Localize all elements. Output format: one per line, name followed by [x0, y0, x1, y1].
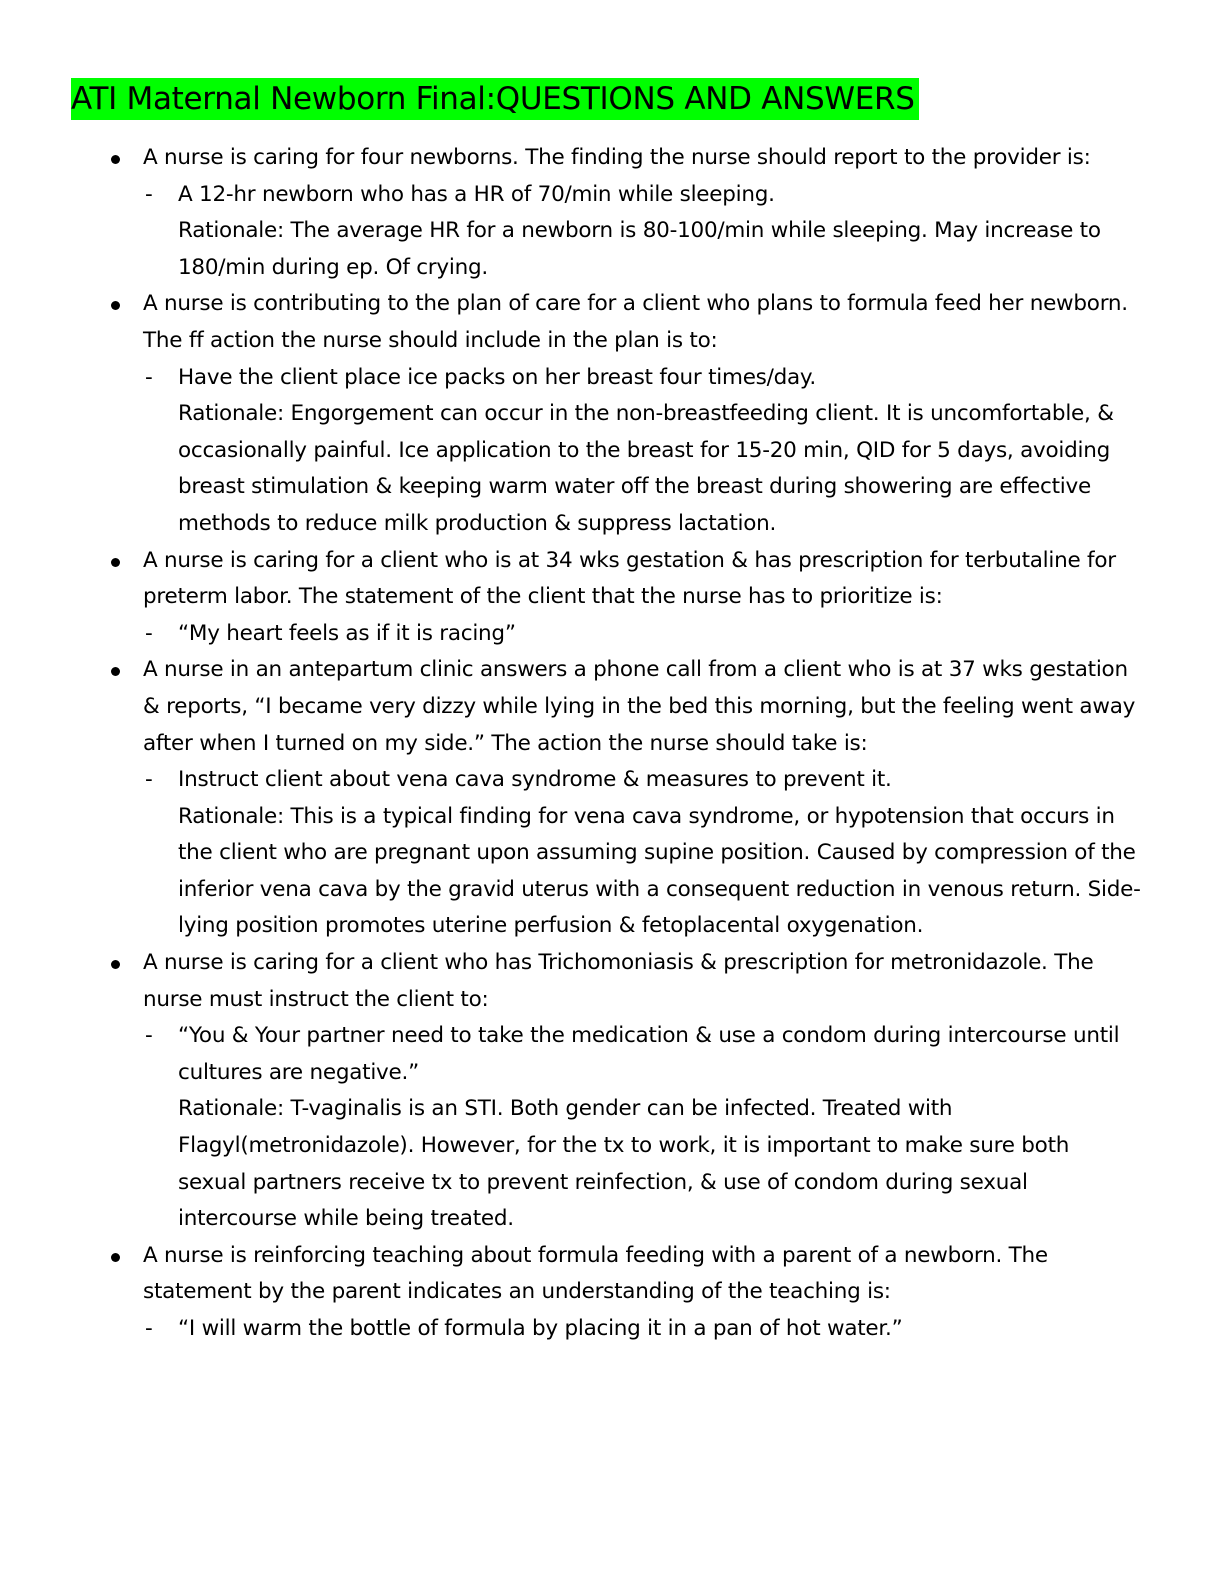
- dash-icon: -: [145, 1316, 153, 1341]
- answer-text: “My heart feels as if it is racing”: [178, 620, 516, 646]
- answer-item: [143, 762, 1143, 945]
- dash-icon: -: [145, 1023, 153, 1049]
- answer-item: [143, 1311, 1143, 1348]
- bullet-icon: [111, 155, 120, 164]
- answer-item: [143, 177, 1143, 287]
- rationale-text: Rationale: This is a typical finding for vena cava syndrome, or hypotension that occurs in the client who are pregnant upon assuming supine position. Caused by compression of the inferior vena cava by the gravid uterus with a consequent reduction in venous return. Side-lying position promotes uterine perfusion & fetoplacental oxygenation.: [178, 803, 1141, 939]
- question-item: [0, 543, 1143, 653]
- dash-icon: -: [145, 767, 153, 793]
- bullet-icon: [111, 667, 120, 676]
- rationale-text: Rationale: The average HR for a newborn is 80-100/min while sleeping. May increase to 180/min during ep. Of crying.: [178, 218, 1101, 280]
- page-title: ATI Maternal Newborn Final:QUESTIONS AND ANSWERS: [71, 78, 919, 120]
- question-text: A nurse is caring for a client who has Trichomoniasis & prescription for metronidazole. The nurse must instruct the client to:: [143, 950, 1094, 1012]
- dash-icon: -: [145, 364, 153, 390]
- question-text: A nurse is reinforcing teaching about formula feeding with a parent of a newborn. The statement by the parent indicates an understanding of the teaching is:: [143, 1242, 1048, 1305]
- dash-icon: -: [145, 181, 153, 207]
- question-text: A nurse is caring for a client who is at 34 wks gestation & has prescription for terbutaline for preterm labor. The statement of the client that the nurse has to prioritize is:: [143, 547, 1116, 610]
- answer-text: Have the client place ice packs on her breast four times/day.: [178, 364, 816, 390]
- question-text: A nurse in an antepartum clinic answers a phone call from a client who is at 37 wks gestation & reports, “I became very dizzy while lying in the bed this morning, but the feeling went away after when I turned on my side.” The action the nurse should take is:: [143, 657, 1136, 756]
- answer-text: “You & Your partner need to take the medication & use a condom during intercourse until cultures are negative.”: [178, 1023, 1120, 1085]
- answer-text: A 12-hr newborn who has a HR of 70/min while sleeping.: [178, 181, 775, 207]
- dash-icon: -: [145, 620, 153, 646]
- rationale-text: Rationale: Engorgement can occur in the non-breastfeeding client. It is uncomfortable, & occasionally painful. Ice application to the breast for 15-20 min, QID for 5 days, avoiding breast stimulation & keeping warm water off the breast during showering are effective methods to reduce milk production & suppress lactation.: [178, 401, 1114, 536]
- question-text: A nurse is contributing to the plan of care for a client who plans to formula feed her newborn. The ff action the nurse should include in the plan is to:: [143, 291, 1128, 353]
- bullet-icon: [111, 558, 120, 567]
- bullet-icon: [111, 301, 120, 310]
- answer-item: [143, 616, 1143, 653]
- question-list: [0, 140, 1224, 1348]
- question-item: [0, 286, 1143, 542]
- question-text: A nurse is caring for four newborns. The finding the nurse should report to the provider is:: [143, 145, 1091, 170]
- bullet-icon: [111, 1253, 120, 1262]
- question-item: [0, 945, 1143, 1238]
- rationale-text: Rationale: T-vaginalis is an STI. Both gender can be infected. Treated with Flagyl(metronidazole). However, for the tx to work, it is important to make sure both sexual partners receive tx to prevent reinfection, & use of condom during sexual intercourse while being treated.: [178, 1096, 1070, 1232]
- question-item: [0, 1238, 1143, 1348]
- answer-text: Instruct client about vena cava syndrome & measures to prevent it.: [178, 767, 892, 793]
- question-item: [0, 140, 1143, 286]
- answer-item: [143, 1018, 1143, 1238]
- bullet-icon: [111, 960, 120, 969]
- answer-item: [143, 360, 1143, 543]
- question-item: [0, 652, 1143, 945]
- answer-text: “I will warm the bottle of formula by placing it in a pan of hot water.”: [178, 1316, 903, 1341]
